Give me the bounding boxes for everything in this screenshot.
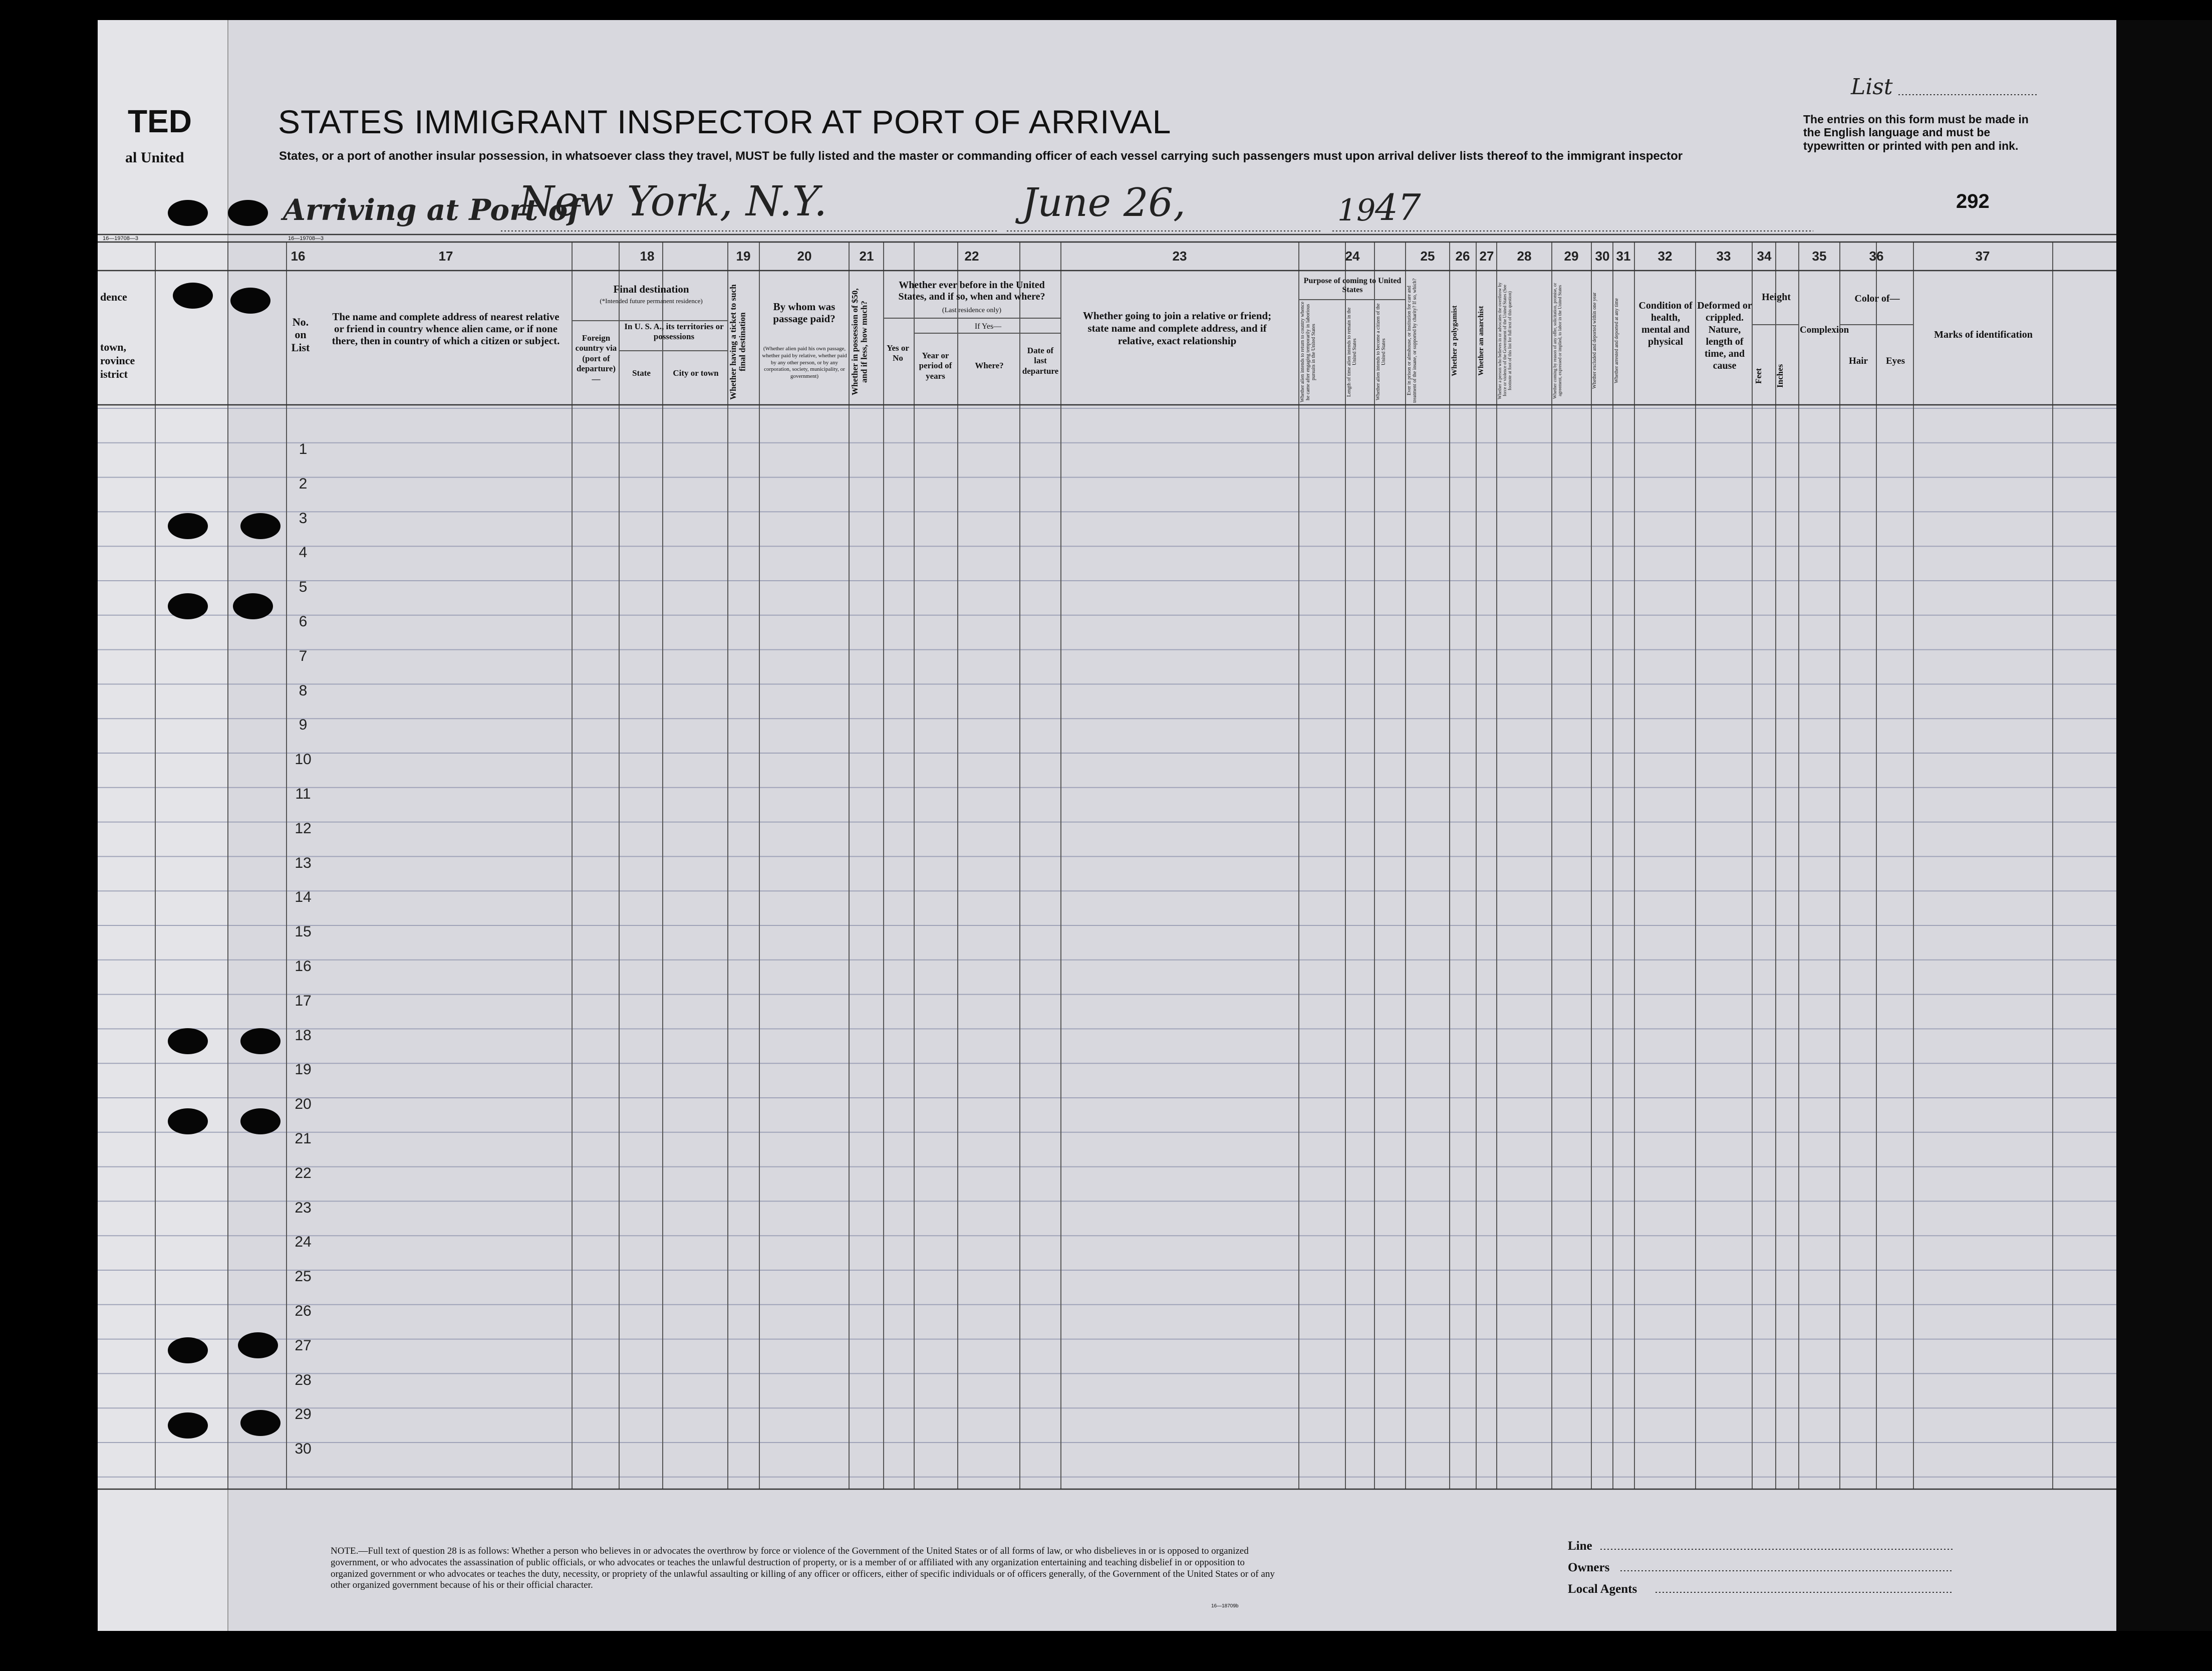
arrival-blank-lines <box>501 229 1813 232</box>
column-number: 22 <box>964 249 979 264</box>
header-yes-no: Yes or No <box>887 343 909 363</box>
row-number: 13 <box>295 854 312 871</box>
header-final-destination: Final destination <box>613 283 689 295</box>
punch-hole <box>230 288 270 314</box>
punch-hole <box>240 1108 281 1134</box>
left-fragment-province: rovince <box>100 354 135 367</box>
column-number: 25 <box>1420 249 1435 264</box>
row-number: 21 <box>295 1130 312 1147</box>
column-number: 36 <box>1869 249 1884 264</box>
row-number: 7 <box>299 647 308 664</box>
row-number: 30 <box>295 1441 312 1458</box>
row-number: 22 <box>295 1164 312 1181</box>
column-number: 28 <box>1517 249 1532 264</box>
row-number: 15 <box>295 923 312 940</box>
header-deformed: Deformed or crippled. Nature, length of time, and cause <box>1697 300 1752 371</box>
header-if-yes: If Yes— <box>974 322 1002 331</box>
column-number: 18 <box>640 249 655 264</box>
column-number: 31 <box>1616 249 1631 264</box>
header-fifty-dollars: Whether in possession of $50, and if less, how much? <box>850 288 869 396</box>
header-purpose: Purpose of coming to United States <box>1303 277 1402 295</box>
header-where: Where? <box>975 361 1004 370</box>
column-number: 23 <box>1172 249 1187 264</box>
footer-owners-label: Owners <box>1568 1561 1610 1574</box>
punch-hole <box>228 200 268 226</box>
footer-agents-label: Local Agents <box>1568 1582 1637 1596</box>
header-eyes: Eyes <box>1886 356 1905 366</box>
list-number: 292 <box>1956 190 1990 212</box>
row-number: 6 <box>299 613 308 630</box>
header-passage-paid-sub: (Whether alien paid his own passage, whether paid by relative, whether paid by any other person, or by any corporation, society, municipality, or government) <box>762 346 847 379</box>
punch-hole <box>240 1028 281 1054</box>
column-number: 30 <box>1595 249 1610 264</box>
header-complexion: Complexion <box>1800 325 1849 335</box>
punch-hole <box>168 513 208 539</box>
form-title: STATES IMMIGRANT INSPECTOR AT PORT OF ARRIVAL <box>278 103 1172 140</box>
column-number: 20 <box>797 249 812 264</box>
punch-hole <box>168 1412 208 1439</box>
row-number: 29 <box>295 1406 312 1423</box>
footer-note: NOTE.—Full text of question 28 is as follows: Whether a person who believes in or advocates the overthrow by force or violence of the Government of the United States or of all forms of law, or who disbelieves in or is opposed to organized government, or who advocates the assassination of public officials, or who advocates or teaches the unlawful destruction of property, or is a member of or affiliated with any organization entertaining and teaching disbelief in or opposition to organized government or who advocates or teaches the duty, necessity, or propriety of the unlawful assaulting or killing of any officer or officers, either of specific individuals or of officers generally, of the Government of the United States or of any other organized government because of his or their official character. <box>331 1546 1275 1591</box>
arriving-label: Arriving at Port of <box>283 193 581 227</box>
row-number: 5 <box>299 579 308 596</box>
header-inches: Inches <box>1775 364 1785 388</box>
header-height: Height <box>1762 292 1791 303</box>
header-marks: Marks of identification <box>1934 329 2033 340</box>
title-fragment: TED <box>128 103 192 139</box>
header-final-destination-sub: (*Intended future permanent residence) <box>600 297 703 305</box>
header-period-years: Year or period of years <box>919 351 952 381</box>
row-number: 10 <box>295 751 312 768</box>
punch-hole <box>240 513 281 539</box>
row-number: 24 <box>295 1234 312 1251</box>
punch-hole <box>173 283 213 309</box>
header-color-of: Color of— <box>1854 293 1900 304</box>
header-prison: Ever in prison or almshouse, or institution for care and treatment of the insane, or supported by charity? If so, which? <box>1407 278 1418 403</box>
header-foreign-country: Foreign country via (port of departure)— <box>575 333 617 384</box>
column-number: 19 <box>736 249 751 264</box>
header-no-on-list: No. on List <box>291 316 310 354</box>
year-handwritten: 47 <box>1375 186 1421 228</box>
row-number: 17 <box>295 992 312 1009</box>
column-number: 21 <box>859 249 874 264</box>
header-ever-before: Whether ever before in the United States, and if so, when and where? <box>898 280 1045 302</box>
row-number: 20 <box>295 1096 312 1113</box>
row-number: 28 <box>295 1371 312 1388</box>
row-number: 14 <box>295 889 312 906</box>
header-purpose-length: Length of time alien intends to remain in the United States <box>1346 307 1357 397</box>
header-purpose-return: Whether alien intends to return to country whence he came after engaging temporarily in laborious pursuits in the United States <box>1300 302 1316 402</box>
header-health: Condition of health, mental and physical <box>1638 300 1693 347</box>
header-labor-offer: Whether coming by reason of any offer, solicitation, promise, or agreement, expressed or implied, to labor in the United States <box>1552 283 1562 399</box>
header-arrested: Whether arrested and deported at any time <box>1614 298 1619 383</box>
row-number: 12 <box>295 820 312 837</box>
header-purpose-citizen: Whether alien intends to become a citizen of the United States <box>1375 303 1387 401</box>
header-city: City or town <box>673 368 719 378</box>
header-date-departure: Date of last departure <box>1022 346 1059 376</box>
punch-hole <box>233 593 273 619</box>
row-number: 18 <box>295 1027 312 1044</box>
left-fragment-district: istrict <box>100 368 128 380</box>
punch-hole <box>168 1108 208 1134</box>
punch-hole <box>168 1028 208 1054</box>
row-number: 1 <box>299 441 308 457</box>
column-number: 16 <box>291 249 306 264</box>
header-join-relative: Whether going to join a relative or friend; state name and complete address, and if relative, exact relationship <box>1082 310 1272 347</box>
column-number: 34 <box>1757 249 1772 264</box>
punch-hole <box>238 1332 278 1358</box>
row-number: 8 <box>299 682 308 699</box>
row-number: 19 <box>295 1061 312 1078</box>
instructions: The entries on this form must be made in the English language and must be typewritten or printed with pen and ink. <box>1803 113 2029 152</box>
left-fragment-united: al United <box>125 149 184 166</box>
row-number: 11 <box>295 786 311 802</box>
column-number: 29 <box>1564 249 1579 264</box>
row-number: 23 <box>295 1199 312 1216</box>
row-number: 4 <box>299 544 308 561</box>
punch-hole <box>168 593 208 619</box>
header-excluded: Whether excluded and deported within one year <box>1592 292 1597 389</box>
left-fragment-town: town, <box>100 341 126 353</box>
header-anarchist: Whether an anarchist <box>1477 306 1485 376</box>
header-nearest-relative: The name and complete address of nearest relative or friend in country whence alien came, or if none there, then in country of which a citizen or subject. <box>332 311 560 347</box>
header-in-usa: In U. S. A., its territories or possessions <box>624 322 724 342</box>
form-code-top-mid: 16—19708—3 <box>288 235 324 242</box>
header-polygamist: Whether a polygamist <box>1451 305 1459 376</box>
header-state: State <box>632 368 651 378</box>
row-number: 26 <box>295 1303 312 1319</box>
header-ticket: Whether having a ticket to such final destination <box>728 284 747 400</box>
year-prefix: 19 <box>1337 193 1376 228</box>
punch-hole <box>240 1410 281 1436</box>
form-code-top-left: 16—19708—3 <box>103 235 138 242</box>
form-code-bottom: 16—18709b <box>1211 1603 1239 1609</box>
port-handwritten: New York, N.Y. <box>518 178 827 225</box>
column-number: 24 <box>1345 249 1360 264</box>
header-feet: Feet <box>1754 368 1763 384</box>
row-number: 27 <box>295 1337 312 1354</box>
column-number: 33 <box>1716 249 1731 264</box>
punch-hole <box>168 1337 208 1363</box>
footer-blank-lines <box>1600 1547 1961 1597</box>
left-fragment-residence: dence <box>100 291 127 303</box>
header-hair: Hair <box>1849 356 1868 366</box>
row-number: 3 <box>299 510 308 527</box>
header-passage-paid: By whom was passage paid? <box>773 301 836 325</box>
list-blank-line <box>1898 93 2039 96</box>
row-number: 16 <box>295 958 312 975</box>
column-number: 37 <box>1975 249 1990 264</box>
footer-line-label: Line <box>1568 1539 1592 1553</box>
header-question-28: Whether a person who believes in or advocates the overthrow by force or violence of the Government of the United States (See footnote at foot of this list for full text of this question) <box>1497 282 1512 399</box>
column-number: 35 <box>1812 249 1827 264</box>
column-number: 27 <box>1479 249 1494 264</box>
row-number: 25 <box>295 1268 312 1285</box>
header-ever-before-sub: (Last residence only) <box>942 307 1002 314</box>
row-number: 9 <box>299 717 308 734</box>
column-number: 17 <box>438 249 453 264</box>
list-label: List <box>1851 74 1893 100</box>
column-number: 32 <box>1657 249 1673 264</box>
date-handwritten: June 26, <box>1022 180 1186 225</box>
row-number: 2 <box>299 475 308 492</box>
form-subtitle: States, or a port of another insular possession, in whatsoever class they travel, MUST be fully listed and the master or commanding officer of each vessel carrying such passengers must upon arrival deliver lists thereof to the immigrant inspector <box>279 149 1683 163</box>
column-number: 26 <box>1455 249 1470 264</box>
punch-hole <box>168 200 208 226</box>
